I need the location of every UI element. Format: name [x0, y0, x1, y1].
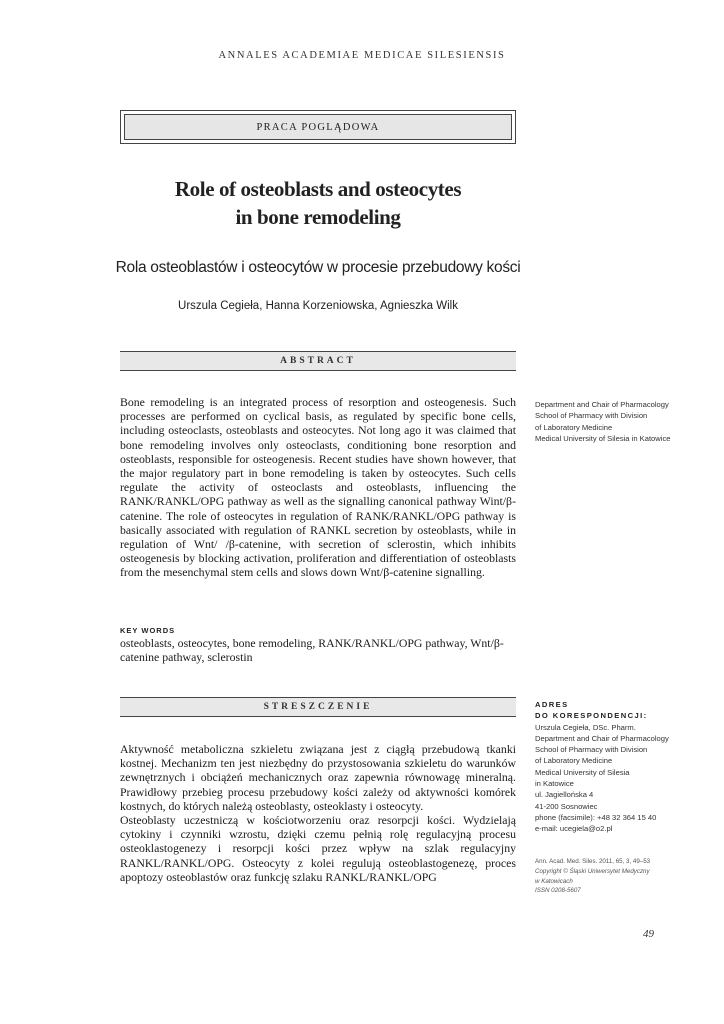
- keywords-text: osteoblasts, osteocytes, bone remodeling, RANK/RANKL/OPG pathway, Wnt/β-catenine pathway, sclerostin: [120, 636, 504, 665]
- affiliation: [535, 399, 710, 444]
- title-line-1: Role of osteoblasts and osteocytes: [174, 177, 462, 201]
- authors: Urszula Cegieła, Hanna Korzeniowska, Agnieszka Wilk: [178, 300, 458, 312]
- journal-name: ANNALES ACADEMIAE MEDICAE SILESIENSIS: [218, 50, 506, 61]
- issn: ISSN 0208-5607: [535, 887, 581, 895]
- email-address: e-mail: ucegiela@o2.pl: [535, 824, 613, 834]
- citation-ref: Ann. Acad. Med. Siles. 2011, 65, 3, 49–53: [535, 858, 651, 865]
- affiliation-line: School of Pharmacy with Division: [535, 411, 648, 421]
- affiliation-line: of Laboratory Medicine: [535, 422, 613, 432]
- correspondence-line: Urszula Cegieła, DSc. Pharm.: [535, 722, 636, 732]
- streszczenie-paragraph-1: Aktywność metaboliczna szkieletu związana jest z ciągłą przebudową tkanki kostnej. Mechanizm ten jest niezbędny do przystosowania szkieletu do warunków zewnętrznych i obciążeń mechanicznych oraz zapewnia równowagę mineralną. Prawidłowy przebieg procesu przebudowy kości zależy od aktywności komórek kostnych, do których należą osteoblasty, osteoklasty i osteocyty.: [120, 742, 516, 813]
- correspondence-line: ul. Jagiellońska 4: [535, 790, 594, 800]
- streszczenie-body: [120, 742, 516, 884]
- affiliation-line: Department and Chair of Pharmacology: [535, 400, 669, 409]
- correspondence-block: [535, 699, 710, 835]
- title-line-2: in bone remodeling: [235, 205, 401, 229]
- correspondence-line: in Katowice: [535, 779, 574, 789]
- streszczenie-paragraph-2: Osteoblasty uczestniczą w kościotworzeniu oraz resorpcji kości. Wydzielają cytokiny i czynniki wzrostu, dzięki czemu pełnią rolę regulacyjną procesu osteoklastogenezy i resorpcji kości przez wpływ na szlak regulacyjny RANKL/RANKL/OPG. Osteocyty z kolei regulują osteoblastogenezę, proces apoptozy osteoblastów oraz funkcję szlaku RANKL/RANKL/OPG: [120, 813, 516, 884]
- copyright-line-2: w Katowicach: [535, 877, 573, 885]
- abstract-body: [120, 395, 516, 580]
- correspondence-heading-line-2: DO KORESPONDENCJI:: [535, 711, 648, 721]
- correspondence-line: of Laboratory Medicine: [535, 756, 613, 766]
- article-type-box: [120, 110, 516, 144]
- abstract-heading: ABSTRACT: [120, 351, 516, 371]
- page-number: 49: [643, 928, 654, 940]
- streszczenie-heading: STRESZCZENIE: [120, 697, 516, 717]
- article-type-label: PRACA POGLĄDOWA: [124, 114, 512, 140]
- article-subtitle: Rola osteoblastów i osteocytów w procesie przebudowy kości: [115, 259, 521, 276]
- citation-block: [535, 857, 710, 896]
- affiliation-line: Medical University of Silesia in Katowice: [535, 433, 671, 443]
- article-title: [100, 175, 536, 231]
- keywords-heading: KEY WORDS: [120, 626, 176, 635]
- correspondence-heading-line-1: ADRES: [535, 700, 569, 709]
- copyright-line-1: Copyright © Śląski Uniwersytet Medyczny: [535, 867, 650, 875]
- correspondence-line: Medical University of Silesia: [535, 767, 630, 777]
- correspondence-line: phone (facsimile): +48 32 364 15 40: [535, 812, 657, 822]
- abstract-paragraph: Bone remodeling is an integrated process of resorption and osteogenesis. Such processes are performed on cyclical basis, as regulated by specific bone cells, including osteoclasts, osteoblasts and osteocytes. Not long ago it was claimed that bone remodeling involves only osteoclasts, conditioning bone resorption and osteoblasts, responsible for osteogenesis. Recent studies have shown however, that the major regulatory part in bone remodeling is taken by osteocytes. Such cells regulate the activity of osteoclasts and osteoblasts, influencing the RANK/RANKL/OPG pathway as well as the signalling canonical pathway Wint/β-catenine. The role of osteocytes in regulation of RANK/RANKL/OPG pathway is basically associated with regulation of RANKL secretion by osteoblasts, while in regulation of Wnt/ /β-catenine, with secretion of sclerostin, which inhibits osteogenesis by blocking activation, proliferation and differentiation of osteoblasts from the mesenchymal stem cells and slows down Wnt/β-catenine signalling.: [120, 395, 516, 580]
- correspondence-line: 41-200 Sosnowiec: [535, 801, 598, 811]
- correspondence-line: School of Pharmacy with Division: [535, 745, 648, 755]
- correspondence-line: Department and Chair of Pharmacology: [535, 733, 669, 743]
